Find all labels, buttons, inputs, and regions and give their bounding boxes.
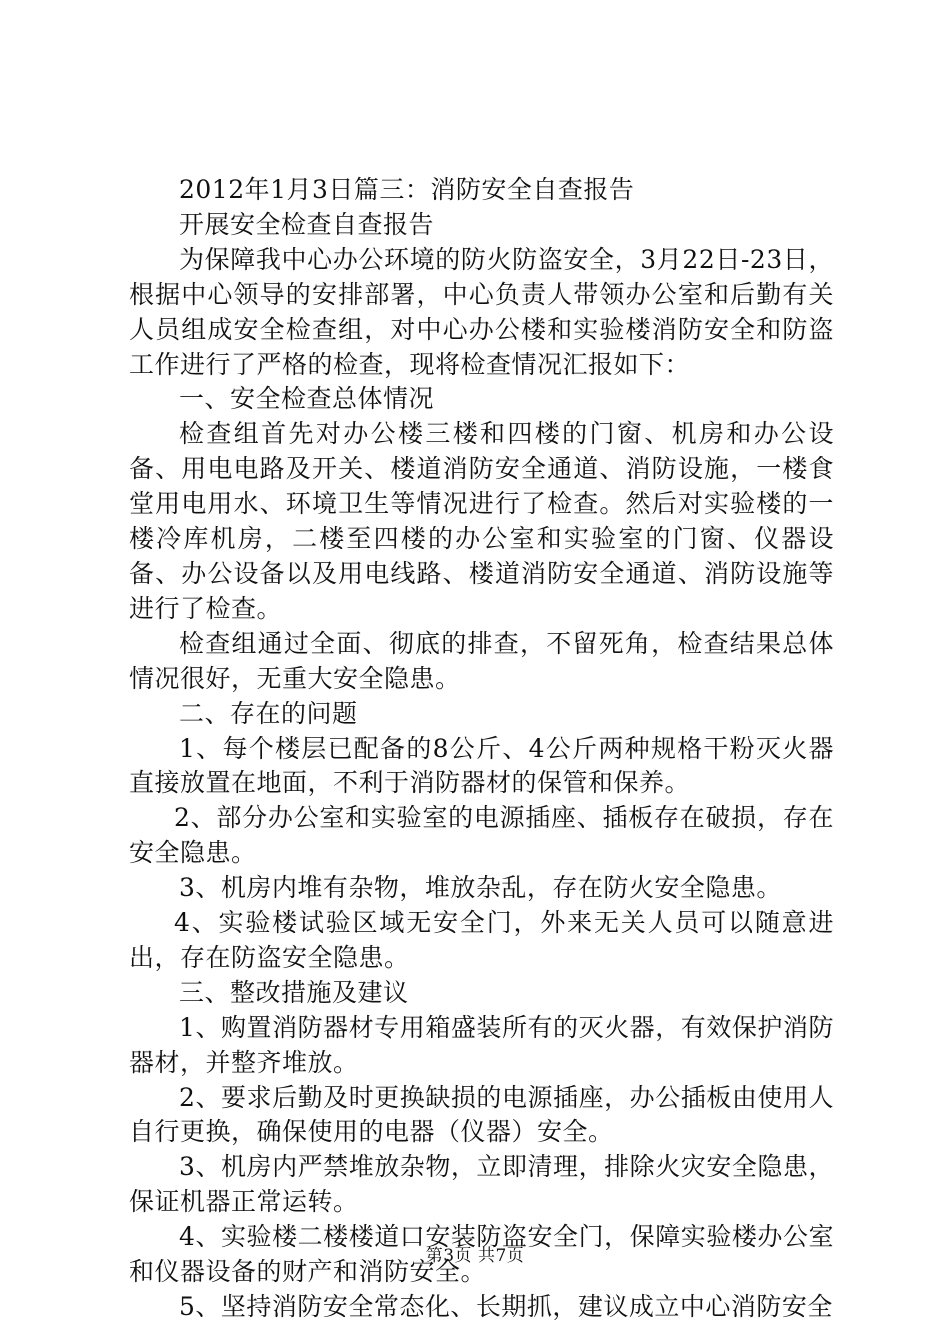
paragraph-result: 检查组通过全面、彻底的排查，不留死角，检查结果总体情况很好，无重大安全隐患。 <box>129 628 834 693</box>
measure-item-3: 3、机房内严禁堆放杂物，立即清理，排除火灾安全隐患，保证机器正常运转。 <box>129 1152 834 1217</box>
section-heading-measures: 三、整改措施及建议 <box>179 977 409 1007</box>
page-number-footer: 第3页 共7页 <box>425 1246 525 1266</box>
paragraph-overview: 检查组首先对办公楼三楼和四楼的门窗、机房和办公设备、用电电路及开关、楼道消防安全通道、消防设施，一楼食堂用电用水、环境卫生等情况进行了检查。然后对实验楼的一楼冷库机房，二楼至四楼的办公室和实验室的门窗、仪器设备、办公设备以及用电线路、楼道消防安全通道、消防设施等进行了检查。 <box>129 419 834 623</box>
problem-item-2: 2、部分办公室和实验室的电源插座、插板存在破损，存在安全隐患。 <box>129 803 834 868</box>
paragraph-intro: 为保障我中心办公环境的防火防盗安全，3月22日-23日，根据中心领导的安排部署，中心负责人带领办公室和后勤有关人员组成安全检查组，对中心办公楼和实验楼消防安全和防盗工作进行了严格的检查，现将检查情况汇报如下： <box>129 244 834 379</box>
measure-item-5: 5、坚持消防安全常态化、长期抓，建议成立中心消防安全 <box>179 1292 833 1321</box>
problem-item-1: 1、每个楼层已配备的8公斤、4公斤两种规格干粉灭火器直接放置在地面，不利于消防器材的保管和保养。 <box>129 733 834 798</box>
paragraph-report-title: 开展安全检查自查报告 <box>179 209 435 239</box>
problem-item-4: 4、实验楼试验区域无安全门，外来无关人员可以随意进出，存在防盗安全隐患。 <box>129 908 834 972</box>
document-body <box>129 173 834 1325</box>
measure-item-4: 4、实验楼二楼楼道口安装防盗安全门，保障实验楼办公室和仪器设备的财产和消防安全。 <box>129 1222 834 1287</box>
section-heading-overview: 一、安全检查总体情况 <box>179 384 435 414</box>
section-heading-problems: 二、存在的问题 <box>179 698 358 728</box>
measure-item-2: 2、要求后勤及时更换缺损的电源插座，办公插板由使用人自行更换，确保使用的电器（仪器）安全。 <box>129 1082 834 1147</box>
measure-item-1: 1、购置消防器材专用箱盛装所有的灭火器，有效保护消防器材，并整齐堆放。 <box>129 1012 834 1077</box>
problem-item-3: 3、机房内堆有杂物，堆放杂乱，存在防火安全隐患。 <box>179 873 782 903</box>
paragraph-date-title: 2012年1月3日篇三：消防安全自查报告 <box>179 175 635 204</box>
